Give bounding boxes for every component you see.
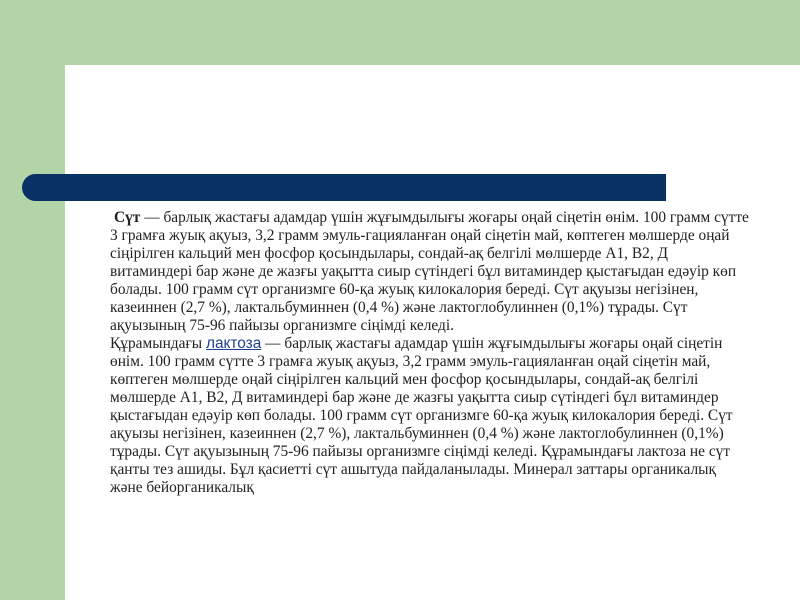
paragraph-2: — барлық жастағы адамдар үшін жұғымдылығы жоғары оңай сіңетін өнім. 100 грамм сүтте 3 грамға жуық ақуыз, 3,2 грамм эмуль-гацияланған оңай сіңетін май, көптеген мөлшерде оңай сіңірілген кальций мен фосфор қосындылары, сондай-ақ белгілі мөлшерде А1, В2, Д витаминдері бар және де жазғы уақытта сиыр сүтіндегі бұл витаминдер қыстағыдан едәуір көп болады. 100 грамм сүт организмге 60-қа жуық килокалория береді. Сүт ақуызы негізінен, казеиннен (2,7 %), лактальбуминнен (0,4 %) және лактоглобулиннен (0,1%) тұрады. Сүт ақуызының 75-96 пайызы организмге сіңімді келеді. Құрамындағы лактоза не сүт қанты тез ашиды. Бұл қасиетті сүт ашытуда пайдаланылады. Минерал заттары органикалық және бейорганикалық: [110, 335, 733, 496]
green-top-frame: [0, 0, 800, 65]
paragraph-2-prefix: Құрамындағы: [110, 335, 206, 352]
title-band: [22, 174, 666, 201]
paragraph-1: — барлық жастағы адамдар үшін жұғымдылығы жоғары оңай сіңетін өнім. 100 грамм сүтте 3 грамға жуық ақуыз, 3,2 грамм эмуль-гацияланған оңай сіңетін май, көптеген мөлшерде оңай сіңірілген кальций мен фосфор қосындылары, сондай-ақ белгілі мөлшерде А1, В2, Д витаминдері бар және де жазғы уақытта сиыр сүтіндегі бұл витаминдер қыстағыдан едәуір көп болады. 100 грамм сүт организмге 60-қа жуық килокалория береді. Сүт ақуызы негізінен, казеиннен (2,7 %), лактальбуминнен (0,4 %) және лактоглобулиннен (0,1%) тұрады. Сүт ақуызының 75-96 пайызы организмге сіңімді келеді.: [110, 209, 749, 334]
article-text: [110, 209, 750, 497]
lead-word: Сүт: [114, 209, 141, 226]
green-left-frame: [0, 0, 65, 600]
lactose-link[interactable]: лактоза: [205, 335, 262, 352]
